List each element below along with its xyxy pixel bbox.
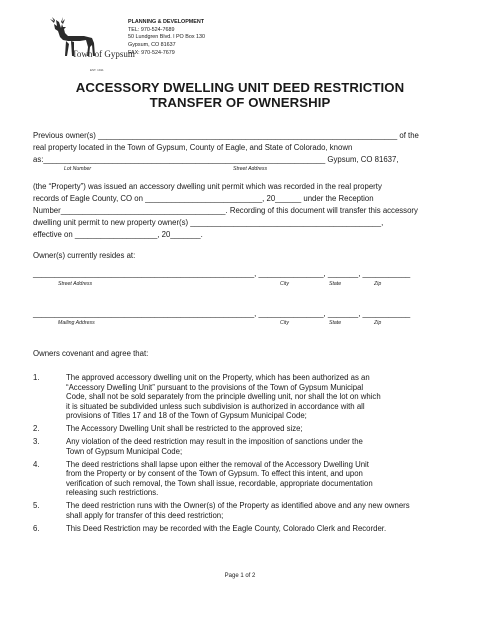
permit-issued-line: (the “Property”) was issued an accessory dwelling unit permit which was recorded in the real property — [33, 182, 382, 191]
city-caption-2: City — [280, 320, 289, 326]
item-text: This Deed Restriction may be recorded with the Eagle County, Colorado Clerk and Recorder. — [66, 523, 387, 533]
zip-caption: Zip — [374, 281, 382, 287]
item-text: The Accessory Dwelling Unit shall be restricted to the approved size; — [66, 424, 303, 433]
new-owner-line[interactable]: dwelling unit permit to new property owner(s) ____________________________________________, — [33, 218, 384, 227]
item-number: 1. — [33, 373, 40, 382]
item-number: 6. — [33, 523, 40, 533]
lot-number-label: Lot Number — [64, 166, 92, 172]
street-address-label: Street Address — [233, 166, 268, 172]
list-item — [33, 437, 453, 456]
mailing-address-caption: Mailing Address — [58, 320, 95, 326]
item-number: 3. — [33, 437, 40, 446]
state-caption: State — [329, 281, 342, 287]
item-number: 4. — [33, 459, 40, 469]
phone: TEL: 970-524-7689 — [128, 26, 175, 33]
recorded-date-line[interactable]: records of Eagle County, CO on ___________________________, 20______ under the Reception — [33, 194, 374, 203]
covenant-list — [33, 373, 453, 537]
logo-wordmark: Town of Gypsum — [72, 49, 135, 59]
logo-est: EST. 1911 — [90, 68, 104, 72]
list-item — [33, 460, 453, 498]
city-caption: City — [280, 281, 289, 287]
town-logo — [46, 16, 135, 74]
fax: FAX: 970-524-7679 — [128, 49, 175, 56]
covenant-intro: Owners covenant and agree that: — [33, 349, 149, 358]
address-line-2: Gypsum, CO 81637 — [128, 42, 176, 49]
title-line-2: TRANSFER OF OWNERSHIP — [149, 95, 331, 110]
item-text: The deed restrictions shall lapse upon either the removal of the Accessory Dwelling Unit from the Property or by consent of the Town of Gypsum. To effect this intent, and upon verification of such removal, the Town shall issue, recordable, appropriate documentation releasing such restrictions. — [66, 459, 373, 497]
property-location-line: real property located in the Town of Gypsum, County of Eagle, and State of Colorado, known — [33, 143, 353, 152]
reception-number-line[interactable]: Number______________________________________. Recording of this document will transfer this accessory — [33, 206, 418, 215]
mailing-address-field[interactable]: ___________________________________________________, _______________, _______, ___________ — [33, 309, 411, 318]
zip-caption-2: Zip — [374, 320, 382, 326]
document-title — [0, 80, 480, 110]
previous-owner-line[interactable]: Previous owner(s) _____________________________________________________________________ of the — [33, 131, 419, 140]
item-text: The deed restriction runs with the Owner(s) of the Property as identified above and any new owners shall apply for transfer of this deed restriction; — [66, 501, 410, 520]
contact-block — [128, 19, 205, 58]
list-item — [33, 373, 453, 421]
street-address-caption: Street Address — [58, 281, 93, 287]
state-caption-2: State — [329, 320, 342, 326]
effective-date-line[interactable]: effective on ___________________, 20_______. — [33, 230, 203, 239]
list-item — [33, 501, 453, 520]
street-address-field[interactable]: ___________________________________________________, _______________, _______, ___________ — [33, 269, 411, 278]
list-item — [33, 424, 453, 434]
item-text: The approved accessory dwelling unit on the Property, which has been authorized as an “Accessory Dwelling Unit” pursuant to the provisions of the Town of Gypsum Municipal Code, shall not be sold separately from the principle dwelling unit, nor shall the lot on which it is situated be subdivided unless such subdivision is authorized in accordance with all provisions of Titles 17 and 18 of the Town of Gypsum Municipal Code; — [66, 373, 381, 420]
lot-street-line[interactable]: as:_________________________________________________________________ Gypsum, CO 81637, — [33, 155, 399, 164]
item-number: 2. — [33, 424, 40, 433]
title-line-1: ACCESSORY DWELLING UNIT DEED RESTRICTION — [75, 80, 405, 95]
list-item — [33, 524, 453, 534]
item-number: 5. — [33, 501, 40, 510]
page-number: Page 1 of 2 — [224, 573, 256, 579]
address-line-1: 50 Lundgren Blvd. l PO Box 130 — [128, 34, 206, 41]
resides-label: Owner(s) currently resides at: — [33, 251, 136, 260]
item-text: Any violation of the deed restriction may result in the imposition of sanctions under the Town of Gypsum Municipal Code; — [66, 437, 363, 456]
org-name: PLANNING & DEVELOPMENT — [128, 19, 205, 25]
